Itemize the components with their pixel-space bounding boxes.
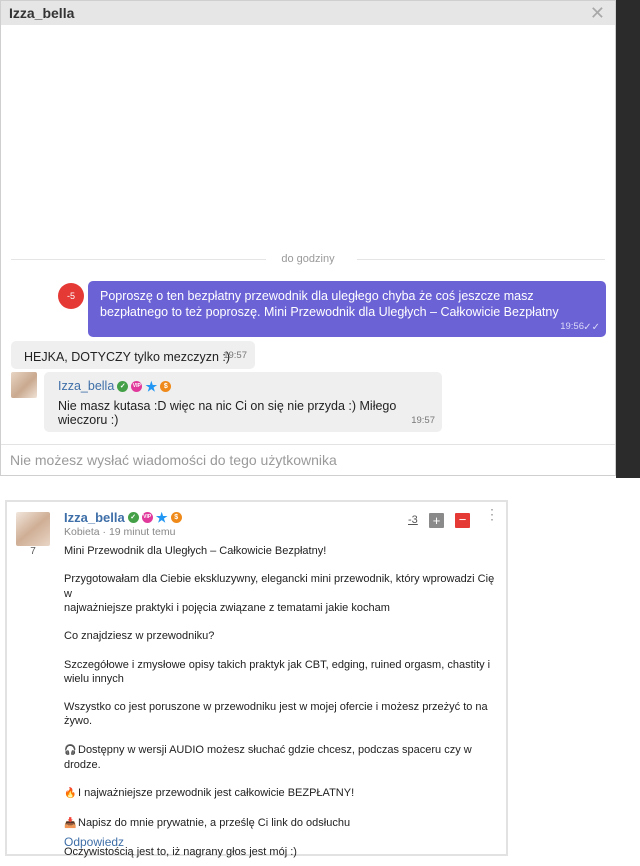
message-text: HEJKA, DOTYCZY tylko mezczyzn :) [24, 350, 231, 364]
headphones-icon: 🎧 [64, 744, 77, 756]
date-separator-label: do godziny [281, 253, 335, 265]
date-separator [11, 253, 605, 265]
post-paragraph: wielu innych [64, 672, 124, 685]
incoming-message [44, 372, 442, 432]
post-paragraph: 🎧 Dostępny w wersji AUDIO możesz słuchać gdzie chcesz, podczas spaceru czy w drodze. [64, 743, 472, 771]
message-time: 19:57 [411, 415, 435, 426]
post-paragraph: Wszystko co jest poruszone w przewodniku jest w mojej ofercie i możesz przeżyć to na [64, 701, 488, 714]
reply-link[interactable]: Odpowiedz [64, 835, 125, 849]
star-icon: ★ [145, 378, 158, 394]
post-title: Mini Przewodnik dla Uległych – Całkowicie Bezpłatny! [64, 545, 327, 557]
chat-messages[interactable] [1, 25, 615, 447]
message-username[interactable]: Izza_bella [58, 379, 115, 393]
post-author [64, 510, 182, 525]
author-username[interactable]: Izza_bella [64, 510, 125, 525]
post-paragraph: Szczegółowe i zmysłowe opisy takich praktyk jak CBT, edging, ruined orgasm, chastity i [64, 658, 491, 671]
vip-icon: VIP [131, 381, 142, 392]
vote-count[interactable]: -3 [408, 514, 418, 526]
post-body [64, 544, 504, 859]
dollar-icon: $ [171, 512, 182, 523]
user-score-badge: -5 [58, 283, 84, 309]
incoming-message [11, 341, 255, 369]
chat-title: Izza_bella [9, 5, 75, 21]
dollar-icon: $ [160, 381, 171, 392]
message-time: 19:57 [223, 350, 247, 361]
post-paragraph: najważniejsze praktyki i pojęcia związane z tematami jakie kocham [64, 601, 390, 614]
message-input[interactable] [1, 444, 615, 475]
post-paragraph: żywo. [64, 715, 93, 728]
post-meta: Kobieta · 19 minut temu [64, 526, 176, 538]
post-paragraph: Przygotowałam dla Ciebie ekskluzywny, elegancki mini przewodnik, który wprowadzi Cię w [64, 573, 495, 600]
input-placeholder: Nie możesz wysłać wiadomości do tego użytkownika [10, 452, 337, 468]
background-strip [616, 0, 640, 478]
post-paragraph: Co znajdziesz w przewodniku? [64, 630, 215, 643]
post-card [5, 500, 508, 859]
avatar[interactable] [11, 372, 37, 398]
fire-icon: 🔥 [64, 788, 77, 800]
post-paragraph: Oczywistością jest to, iż nagrany głos jest mój :) [64, 846, 297, 859]
message-text: Poproszę o ten bezpłatny przewodnik dla uległego chyba że coś jeszcze masz bezpłatnego to też poproszę. Mini Przewodnik dla Uległych – Całkowicie Bezpłatny [100, 289, 559, 319]
outgoing-message [88, 281, 606, 337]
more-options-icon[interactable]: ⋮ [485, 506, 499, 522]
vip-icon: VIP [142, 512, 153, 523]
upvote-button[interactable]: + [429, 513, 444, 528]
avatar[interactable] [16, 512, 50, 546]
read-receipt-icon: ✓✓ [583, 322, 600, 333]
avatar-score: 7 [30, 546, 36, 557]
close-icon[interactable]: ✕ [589, 3, 605, 23]
inbox-icon: 📥 [64, 817, 77, 829]
star-icon: ★ [155, 510, 168, 525]
post-paragraph: 📥 Napisz do mnie prywatnie, a prześlę Ci link do odsłuchu [64, 816, 504, 831]
downvote-button[interactable]: − [455, 513, 470, 528]
verified-icon: ✓ [128, 512, 139, 523]
message-time: 19:56 [560, 321, 584, 332]
chat-header [1, 1, 615, 26]
verified-icon: ✓ [117, 381, 128, 392]
post-paragraph: 🔥 I najważniejsze przewodnik jest całkowicie BEZPŁATNY! [64, 786, 504, 801]
message-text: Nie masz kutasa :D więc na nic Ci on się nie przyda :) Miłego wieczoru :) [58, 399, 397, 427]
